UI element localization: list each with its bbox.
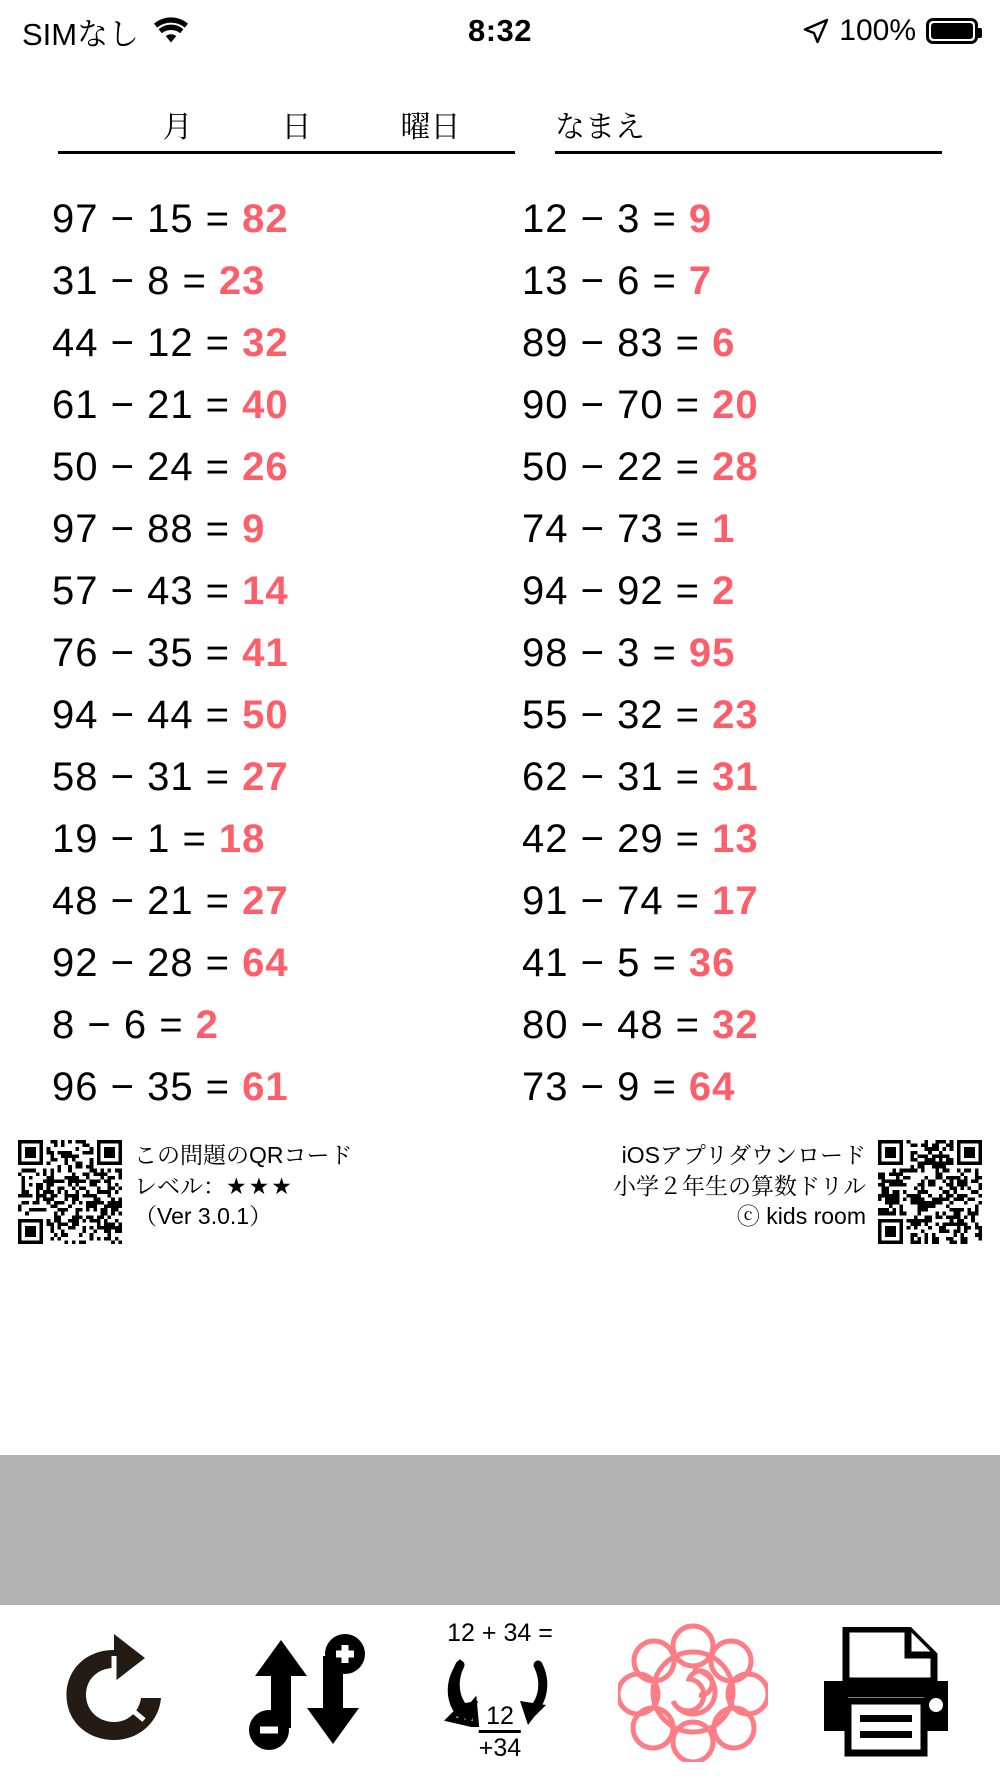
flower-spiral-icon	[618, 1622, 768, 1762]
level-line	[134, 1171, 353, 1202]
copyright-label: ⓒ kids room	[736, 1203, 866, 1230]
problem-row	[522, 188, 1000, 250]
problem-expression: 42 − 29 =	[522, 816, 713, 861]
problem-row	[522, 746, 1000, 808]
problem-answer: 7	[688, 258, 713, 303]
operation-switch-button[interactable]	[232, 1617, 382, 1767]
problem-expression: 19 − 1 =	[52, 816, 219, 861]
problem-answer: 41	[242, 630, 289, 675]
problem-expression: 58 − 31 =	[52, 754, 243, 799]
problem-row	[52, 932, 500, 994]
day-label: 日	[281, 111, 312, 144]
problem-expression: 55 − 32 =	[522, 692, 713, 737]
problem-row	[522, 560, 1000, 622]
problem-answer: 82	[242, 196, 289, 241]
problem-row	[52, 560, 500, 622]
problem-expression: 50 − 24 =	[52, 444, 243, 489]
clock: 8:32	[467, 13, 533, 48]
footer-info	[0, 1118, 1000, 1244]
problem-expression: 94 − 44 =	[52, 692, 243, 737]
problem-answer: 20	[712, 382, 759, 427]
problem-answer: 13	[712, 816, 759, 861]
problem-row	[52, 312, 500, 374]
problem-expression: 97 − 88 =	[52, 506, 243, 551]
problem-answer: 17	[712, 878, 759, 923]
problem-expression: 74 − 73 =	[522, 506, 713, 551]
problem-answer: 6	[712, 320, 736, 365]
problem-row	[52, 250, 500, 312]
app-title-label: 小学２年生の算数ドリル	[613, 1172, 866, 1199]
problem-expression: 98 − 3 =	[522, 630, 689, 675]
problem-answer: 32	[712, 1002, 759, 1047]
problem-row	[522, 684, 1000, 746]
refresh-button[interactable]	[39, 1617, 189, 1767]
problem-answer: 27	[242, 754, 289, 799]
app-download-label: iOSアプリダウンロード	[621, 1142, 866, 1168]
battery-full-icon	[926, 18, 978, 44]
problem-row	[52, 1056, 500, 1118]
month-label: 月	[162, 111, 193, 144]
problem-expression: 94 − 92 =	[522, 568, 713, 613]
problem-expression: 61 − 21 =	[52, 382, 243, 427]
problem-row	[522, 312, 1000, 374]
problem-answer: 23	[218, 258, 266, 303]
problem-sheet	[0, 154, 1000, 1118]
weekday-label: 曜日	[400, 111, 461, 144]
problem-expression: 90 − 70 =	[522, 382, 713, 427]
footer-right-text	[613, 1140, 866, 1232]
problem-expression: 50 − 22 =	[522, 444, 713, 489]
problem-expression: 31 − 8 =	[52, 258, 219, 303]
problem-answer: 27	[242, 878, 289, 923]
footer-right	[613, 1140, 982, 1244]
problem-answer: 9	[242, 506, 266, 551]
status-bar	[0, 0, 1000, 62]
layout-toggle-button[interactable]	[425, 1617, 575, 1767]
problem-row	[52, 622, 500, 684]
problem-expression: 48 − 21 =	[52, 878, 243, 923]
printer-icon	[816, 1627, 956, 1757]
layout-horizontal-label: 12 + 34 =	[447, 1618, 553, 1647]
problem-row	[522, 250, 1000, 312]
plus-minus-swap-icon	[237, 1632, 377, 1752]
problem-row	[52, 870, 500, 932]
status-left	[22, 9, 468, 54]
layout-vertical-bottom-label: +34	[479, 1730, 521, 1763]
problem-expression: 13 − 6 =	[522, 258, 689, 303]
problem-column-left	[0, 188, 500, 1118]
battery-percent-label: 100%	[839, 14, 917, 47]
problem-expression: 80 − 48 =	[522, 1002, 713, 1047]
problem-answer: 23	[712, 692, 759, 737]
problem-column-right	[500, 188, 1000, 1118]
problem-answer: 36	[688, 940, 736, 985]
print-button[interactable]	[811, 1617, 961, 1767]
problem-row	[52, 374, 500, 436]
wifi-icon	[153, 17, 189, 45]
problem-answer: 64	[688, 1064, 736, 1109]
problem-answer: 61	[242, 1064, 289, 1109]
problem-row	[522, 436, 1000, 498]
problem-expression: 62 − 31 =	[522, 754, 713, 799]
problem-expression: 8 − 6 =	[52, 1002, 196, 1047]
problem-answer: 9	[688, 196, 713, 241]
problem-expression: 41 − 5 =	[522, 940, 689, 985]
problem-answer: 28	[712, 444, 759, 489]
problem-row	[522, 374, 1000, 436]
name-label: なまえ	[555, 111, 645, 144]
name-field[interactable]	[555, 102, 942, 154]
problem-row	[52, 746, 500, 808]
problem-expression: 73 − 9 =	[522, 1064, 689, 1109]
level-prefix: レベル：	[134, 1172, 226, 1199]
problem-answer: 2	[195, 1002, 219, 1047]
problem-row	[522, 622, 1000, 684]
problem-answer: 95	[688, 630, 736, 675]
problem-answer: 64	[242, 940, 289, 985]
problem-row	[522, 498, 1000, 560]
problem-answer: 26	[242, 444, 289, 489]
problem-answer: 18	[218, 816, 266, 861]
problem-row	[522, 932, 1000, 994]
ad-banner[interactable]	[0, 1455, 1000, 1605]
problem-row	[52, 684, 500, 746]
problem-row	[52, 994, 500, 1056]
problem-row	[52, 498, 500, 560]
worksheet-header	[0, 62, 1000, 154]
status-right	[532, 14, 978, 48]
problem-expression: 96 − 35 =	[52, 1064, 243, 1109]
problem-row	[522, 808, 1000, 870]
problem-row	[522, 994, 1000, 1056]
footer-left	[18, 1140, 353, 1244]
version-label: （Ver 3.0.1）	[134, 1203, 273, 1230]
problem-answer: 14	[242, 568, 289, 613]
problem-expression: 76 − 35 =	[52, 630, 243, 675]
problem-row	[52, 188, 500, 250]
problem-answer: 2	[712, 568, 736, 613]
level-stars: ★★★	[226, 1172, 294, 1199]
qr-caption: この問題のQRコード	[134, 1142, 353, 1168]
problem-answer: 40	[242, 382, 289, 427]
carrier-label: SIMなし	[22, 16, 140, 52]
problem-row	[522, 1056, 1000, 1118]
problem-answer: 31	[712, 754, 759, 799]
problem-expression: 89 − 83 =	[522, 320, 713, 365]
problem-row	[52, 436, 500, 498]
layout-vertical-top-label: 12	[486, 1701, 514, 1730]
footer-left-text	[134, 1140, 353, 1232]
problem-row	[522, 870, 1000, 932]
rotate-arrow-icon	[49, 1632, 179, 1752]
problem-expression: 91 − 74 =	[522, 878, 713, 923]
problem-expression: 97 − 15 =	[52, 196, 243, 241]
qr-code-icon[interactable]	[18, 1140, 122, 1244]
problem-expression: 12 − 3 =	[522, 196, 689, 241]
flower-stamp-button[interactable]	[618, 1617, 768, 1767]
bottom-toolbar	[0, 1605, 1000, 1778]
qr-code-icon[interactable]	[878, 1140, 982, 1244]
problem-expression: 44 − 12 =	[52, 320, 243, 365]
problem-answer: 50	[242, 692, 289, 737]
problem-answer: 32	[242, 320, 289, 365]
problem-expression: 92 − 28 =	[52, 940, 243, 985]
location-arrow-icon	[803, 18, 829, 44]
date-field[interactable]	[58, 102, 515, 154]
problem-answer: 1	[712, 506, 736, 551]
problem-row	[52, 808, 500, 870]
problem-expression: 57 − 43 =	[52, 568, 243, 613]
